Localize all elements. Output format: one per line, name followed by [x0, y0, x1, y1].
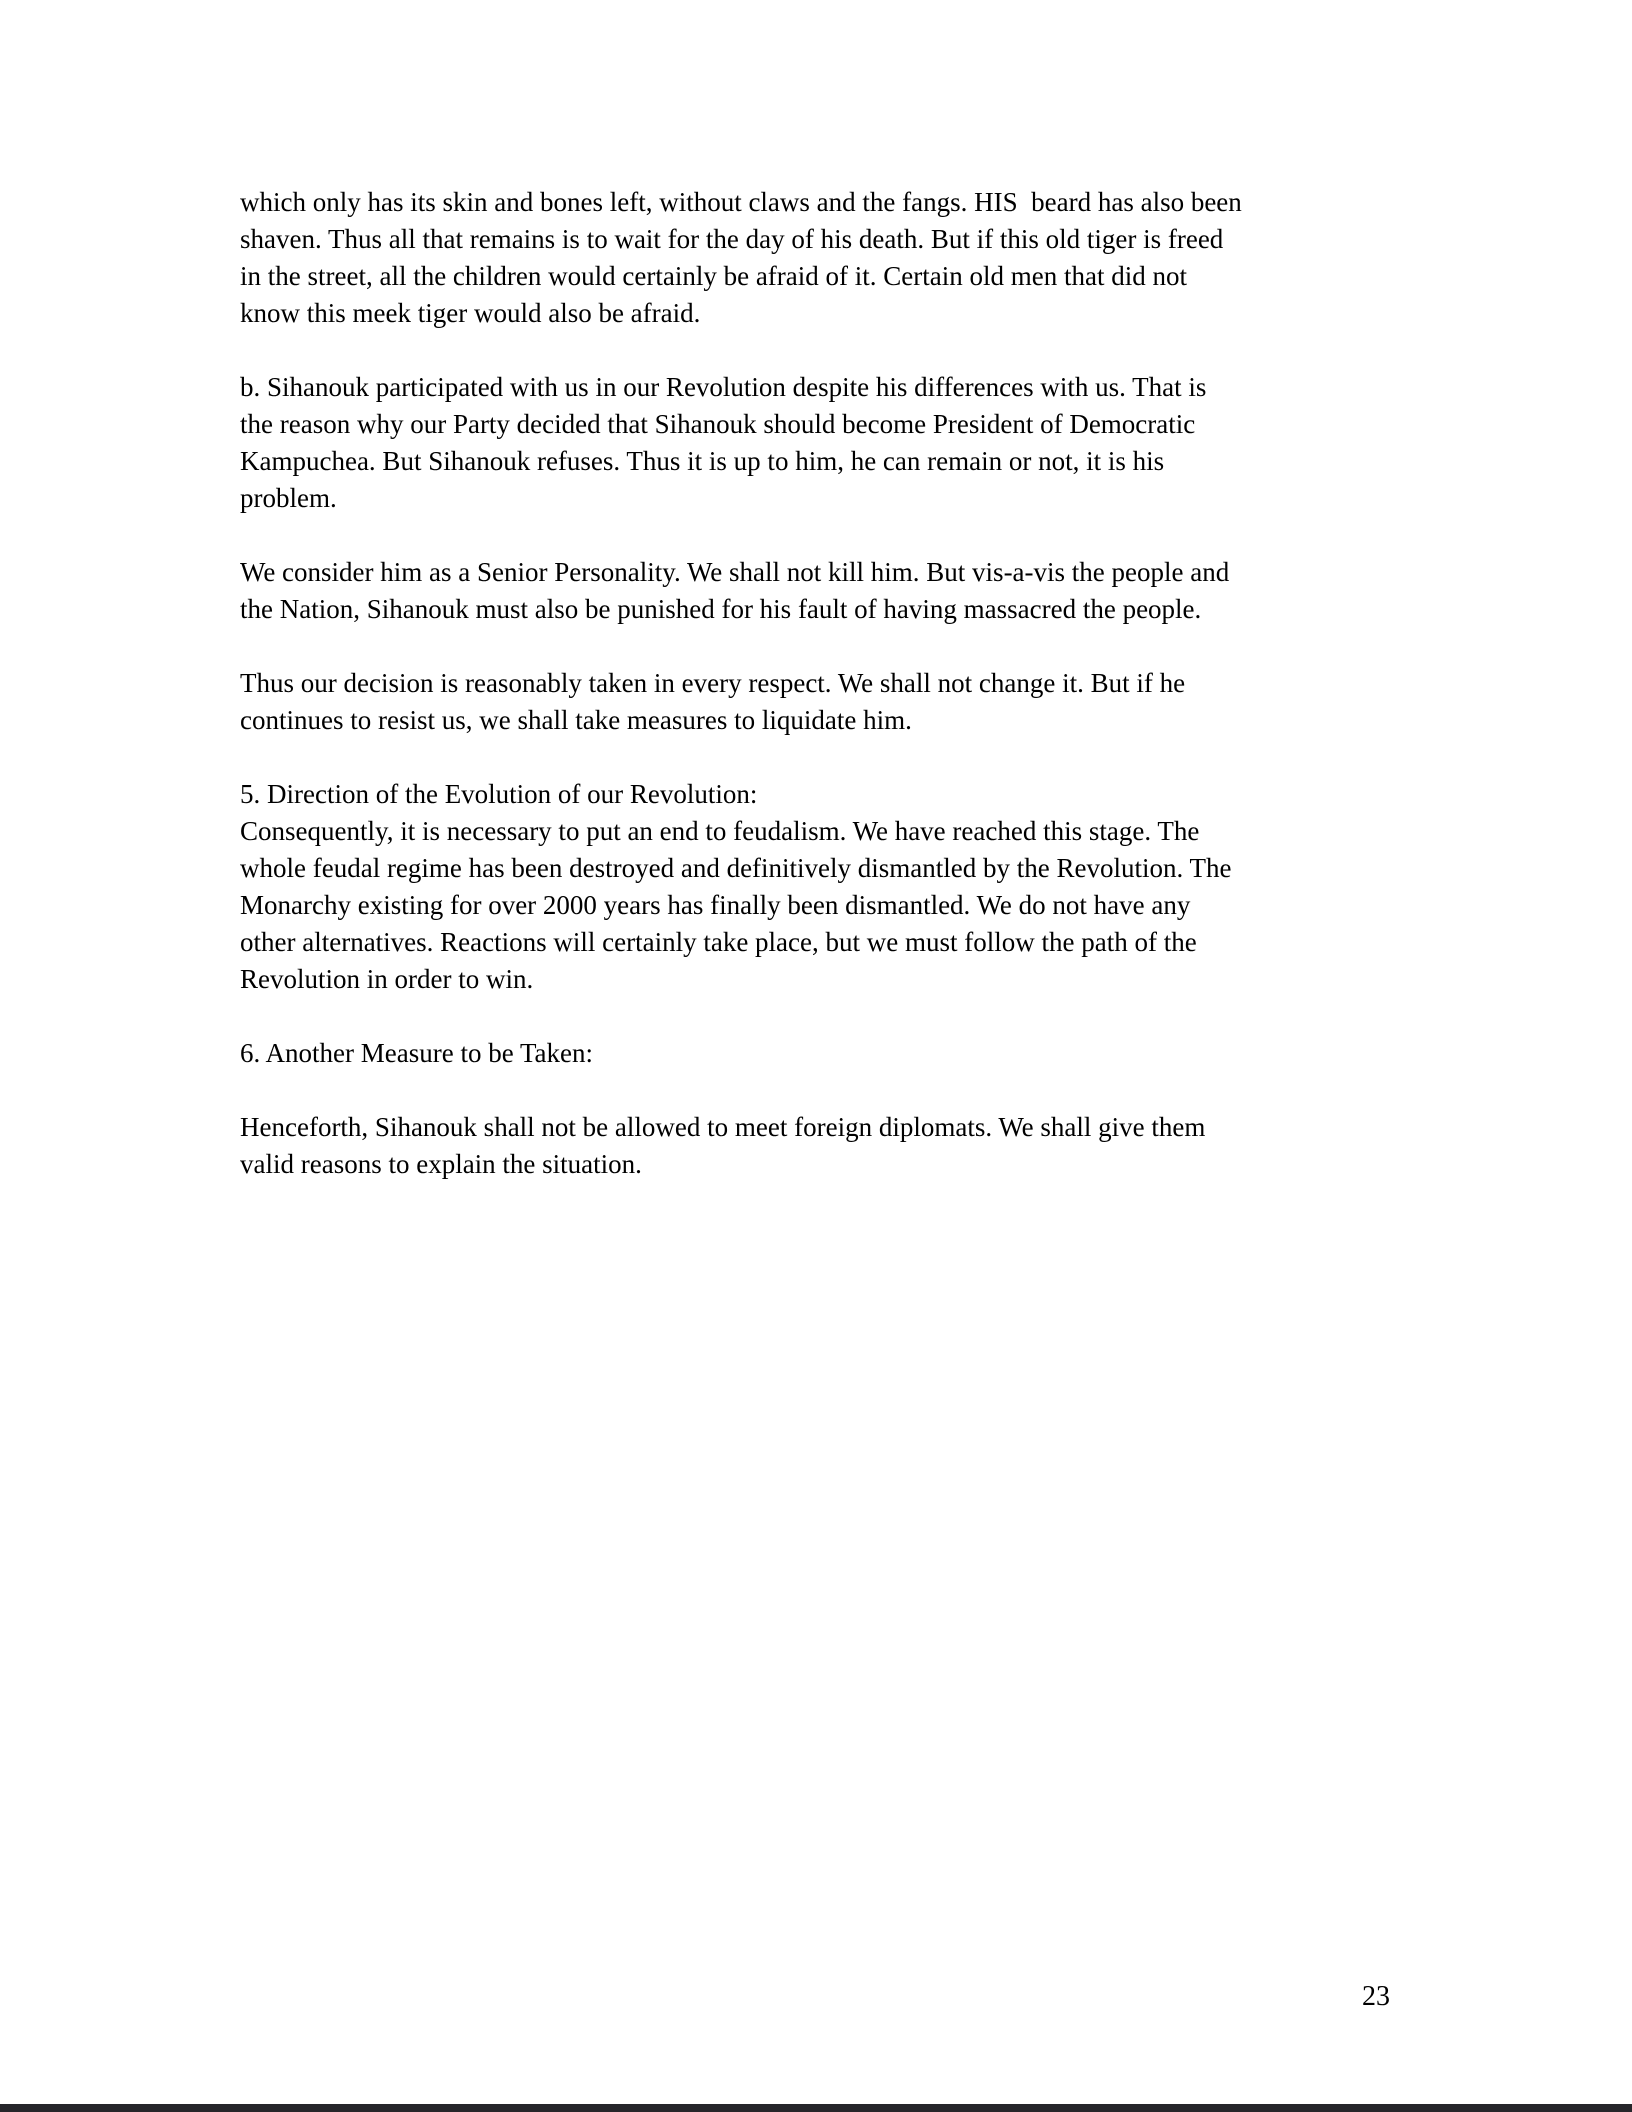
text-line: b. Sihanouk participated with us in our Revolution despite his differences with us. That is	[240, 372, 1207, 402]
text-line: Revolution in order to win.	[240, 964, 534, 994]
text-line: Consequently, it is necessary to put an end to feudalism. We have reached this stage. The	[240, 816, 1200, 846]
text-line: whole feudal regime has been destroyed and definitively dismantled by the Revolution. The	[240, 853, 1232, 883]
text-line: Thus our decision is reasonably taken in every respect. We shall not change it. But if he	[240, 668, 1186, 698]
paragraph	[240, 1035, 1480, 1072]
text-line: in the street, all the children would certainly be afraid of it. Certain old men that did not	[240, 261, 1187, 291]
text-line: which only has its skin and bones left, without claws and the fangs. HIS beard has also been	[240, 187, 1242, 217]
paragraph	[240, 184, 1480, 332]
text-line: 6. Another Measure to be Taken:	[240, 1038, 594, 1068]
document-text	[240, 184, 1480, 1220]
paragraph	[240, 776, 1480, 998]
text-line: the Nation, Sihanouk must also be punished for his fault of having massacred the people.	[240, 594, 1202, 624]
paragraph	[240, 1109, 1480, 1183]
text-line: 5. Direction of the Evolution of our Revolution:	[240, 779, 758, 809]
text-line: Monarchy existing for over 2000 years has finally been dismantled. We do not have any	[240, 890, 1191, 920]
paragraph	[240, 665, 1480, 739]
text-line: shaven. Thus all that remains is to wait for the day of his death. But if this old tiger is freed	[240, 224, 1224, 254]
text-line: other alternatives. Reactions will certainly take place, but we must follow the path of the	[240, 927, 1197, 957]
text-line: Henceforth, Sihanouk shall not be allowed to meet foreign diplomats. We shall give them	[240, 1112, 1206, 1142]
text-line: valid reasons to explain the situation.	[240, 1149, 642, 1179]
paragraph	[240, 554, 1480, 628]
text-line: Kampuchea. But Sihanouk refuses. Thus it is up to him, he can remain or not, it is his	[240, 446, 1165, 476]
paragraph	[240, 369, 1480, 517]
text-line: We consider him as a Senior Personality. We shall not kill him. But vis-a-vis the people and	[240, 557, 1230, 587]
text-line: the reason why our Party decided that Sihanouk should become President of Democratic	[240, 409, 1196, 439]
page-number: 23	[1362, 1981, 1390, 2012]
text-line: know this meek tiger would also be afraid.	[240, 298, 701, 328]
window-bottom-edge	[0, 2104, 1632, 2112]
text-line: problem.	[240, 483, 337, 513]
text-line: continues to resist us, we shall take measures to liquidate him.	[240, 705, 912, 735]
